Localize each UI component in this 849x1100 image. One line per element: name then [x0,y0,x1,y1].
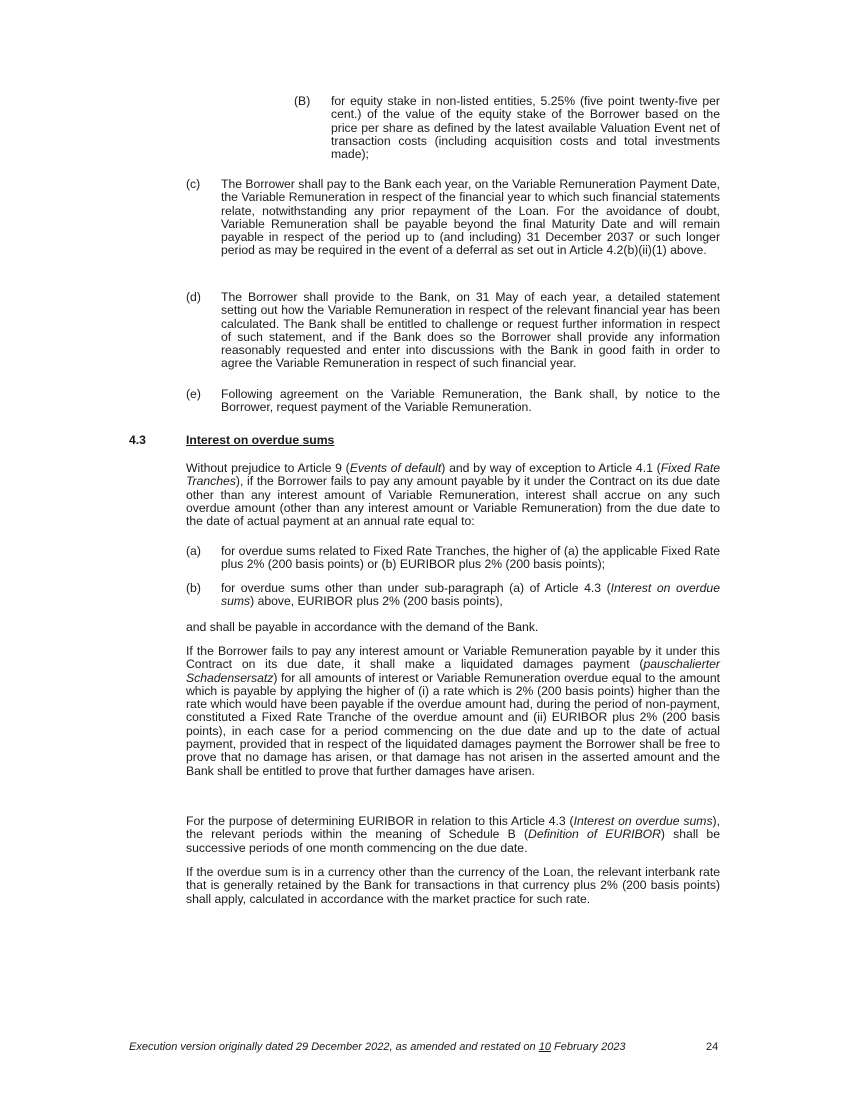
sub-a-label: (a) [186,544,201,558]
paragraph-payable: and shall be payable in accordance with the demand of the Bank. [186,620,539,634]
paragraph-currency: If the overdue sum is in a currency other than the currency of the Loan, the relevant interbank rate that is generally retained by the Bank for transactions in that currency plus 2% (200 basis points) shall apply, calculated in accordance with the market practice for such rate. [186,865,720,906]
sub-b-label: (b) [186,581,201,595]
item-c-label: (c) [186,177,201,191]
item-d-text: The Borrower shall provide to the Bank, on 31 May of each year, a detailed statement setting out how the Variable Remuneration in respect of the relevant financial year has been calculated. The Bank shall be entitled to challenge or request further information in respect of such statement, and if the Bank does so the Borrower shall provide any information reasonably requested and enter into discussions with the Bank in good faith in order to agree the Variable Remuneration in respect of such financial year. [221,290,720,371]
page-number: 24 [706,1041,719,1053]
paragraph-intro: Without prejudice to Article 9 (Events of default) and by way of exception to Article 4.1 (Fixed Rate Tranches), if the Borrower fails to pay any amount payable by it under the Contract on its due date other than any interest amount of Variable Remuneration, interest shall accrue on any such overdue amount (other than any interest amount or Variable Remuneration) from the due date to the date of actual payment at an annual rate equal to: [186,461,720,529]
sub-a-text: for overdue sums related to Fixed Rate Tranches, the higher of (a) the applicable Fixed Rate plus 2% (200 basis points) or (b) EURIBOR plus 2% (200 basis points); [221,544,720,572]
footer-version-note: Execution version originally dated 29 December 2022, as amended and restated on 10 February 2023 [129,1041,626,1053]
paragraph-liquidated-damages: If the Borrower fails to pay any interest amount or Variable Remuneration payable by it under this Contract on its due date, it shall make a liquidated damages payment (pauschalierter Schadensersatz) for all amounts of interest or Variable Remuneration overdue equal to the amount which is payable by applying the higher of (i) a rate which is 2% (200 basis points) higher than the rate which would have been payable if the overdue amount had, during the period of non-payment, constituted a Fixed Rate Tranche of the overdue amount and (ii) EURIBOR plus 2% (200 basis points), in each case for a period commencing on the due date and up to the date of actual payment, provided that in respect of the liquidated damages payment the Borrower shall be free to prove that no damage has arisen, or that damage has not arisen in the asserted amount and the Bank shall be entitled to prove that further damages have arisen. [186,644,720,778]
section-number: 4.3 [129,433,146,447]
item-e-label: (e) [186,387,201,401]
item-b-label: (B) [294,94,311,108]
item-b-text: for equity stake in non-listed entities, 5.25% (five point twenty-five per cent.) of the value of the equity stake of the Borrower based on the price per share as defined by the latest available Valuation Event net of transaction costs (including acquisition costs and total investments made); [331,94,720,162]
item-e-text: Following agreement on the Variable Remuneration, the Bank shall, by notice to the Borrower, request payment of the Variable Remuneration. [221,387,720,415]
item-c-text: The Borrower shall pay to the Bank each year, on the Variable Remuneration Payment Date, the Variable Remuneration in respect of the financial year to which such financial statements relate, notwithstanding any prior repayment of the Loan. For the avoidance of doubt, Variable Remuneration shall be payable beyond the final Maturity Date and will remain payable in respect of the period up to (and including) 31 December 2037 or such longer period as may be required in the event of a deferral as set out in Article 4.2(b)(ii)(1) above. [221,177,720,258]
section-title: Interest on overdue sums [186,433,335,447]
item-d-label: (d) [186,290,201,304]
paragraph-euribor-periods: For the purpose of determining EURIBOR in relation to this Article 4.3 (Interest on overdue sums), the relevant periods within the meaning of Schedule B (Definition of EURIBOR) shall be successive periods of one month commencing on the due date. [186,814,720,855]
sub-b-text: for overdue sums other than under sub-paragraph (a) of Article 4.3 (Interest on overdue sums) above, EURIBOR plus 2% (200 basis points), [221,581,720,609]
